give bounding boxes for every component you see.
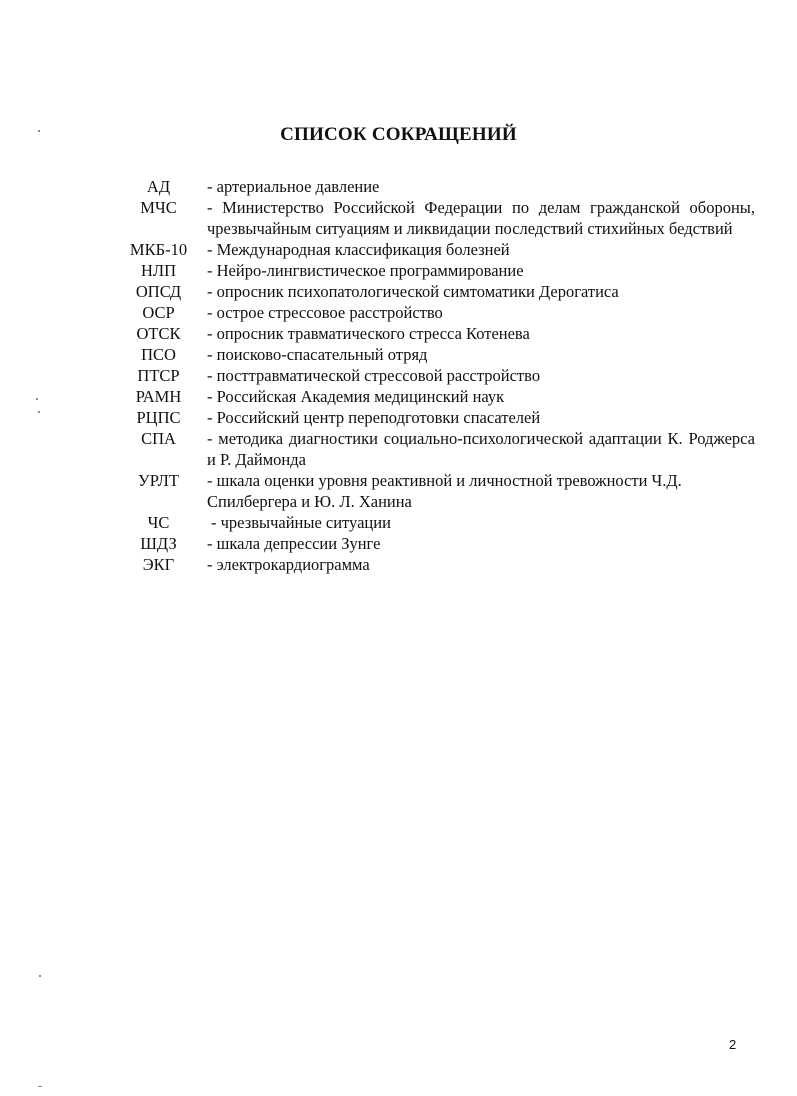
scan-speck <box>38 130 40 132</box>
abbreviation: СПА <box>141 429 176 448</box>
definition: - опросник психопатологической симтоматики Дерогатиса <box>207 282 619 301</box>
list-item <box>110 512 755 533</box>
definition: - шкала оценки уровня реактивной и личностной тревожности Ч.Д. Спилбергера и Ю. Л. Ханина <box>207 471 682 511</box>
scan-speck <box>39 975 41 977</box>
definition: - опросник травматического стресса Котенева <box>207 324 530 343</box>
abbreviation: ПСО <box>141 345 176 364</box>
definition: - шкала депрессии Зунге <box>207 534 381 553</box>
list-item <box>110 323 755 344</box>
abbreviation: ОТСК <box>136 324 181 343</box>
list-item <box>110 281 755 302</box>
list-item <box>110 407 755 428</box>
definition: - посттравматической стрессовой расстройство <box>207 366 541 385</box>
abbreviation: РЦПС <box>136 408 181 427</box>
definition: - Нейро-лингвистическое программирование <box>207 261 524 280</box>
scan-speck <box>38 1086 42 1087</box>
list-item <box>110 533 755 554</box>
abbreviation: УРЛТ <box>138 471 179 490</box>
abbreviation: ШДЗ <box>140 534 177 553</box>
definition: - острое стрессовое расстройство <box>207 303 443 322</box>
definition: - Министерство Российской Федерации по делам гражданской обороны, чрезвычайным ситуациям и ликвидации последствий стихийных бедствий <box>207 198 755 238</box>
abbreviation: ОПСД <box>135 282 182 301</box>
abbreviation: НЛП <box>140 261 177 280</box>
definition: - электрокардиограмма <box>207 555 370 574</box>
list-item <box>110 344 755 365</box>
list-item <box>110 386 755 407</box>
definition: - Российская Академия медицинский наук <box>207 387 505 406</box>
page-number: 2 <box>729 1037 737 1052</box>
page-title: СПИСОК СОКРАЩЕНИЙ <box>280 124 517 145</box>
list-item <box>110 260 755 281</box>
scan-speck <box>38 411 40 413</box>
abbreviation: РАМН <box>135 387 182 406</box>
definition: - Российский центр переподготовки спасателей <box>207 408 541 427</box>
definition: - поисково-спасательный отряд <box>207 345 428 364</box>
scan-speck <box>36 398 38 400</box>
list-item <box>110 176 755 197</box>
abbreviation: ЭКГ <box>142 555 175 574</box>
definition: - Международная классификация болезней <box>207 240 510 259</box>
abbreviation: ПТСР <box>137 366 180 385</box>
abbreviation-list <box>110 176 755 575</box>
abbreviation: МЧС <box>140 198 177 217</box>
definition: - артериальное давление <box>207 177 380 196</box>
list-item <box>110 428 755 470</box>
abbreviation: ЧС <box>147 513 170 532</box>
abbreviation: АД <box>146 177 171 196</box>
definition: - чрезвычайные ситуации <box>211 513 391 532</box>
list-item <box>110 470 755 512</box>
abbreviation: ОСР <box>142 303 175 322</box>
list-item <box>110 554 755 575</box>
list-item <box>110 302 755 323</box>
list-item <box>110 365 755 386</box>
abbreviation: МКБ-10 <box>129 240 188 259</box>
list-item <box>110 239 755 260</box>
list-item <box>110 197 755 239</box>
definition: - методика диагностики социально-психологической адаптации К. Роджерса и Р. Даймонда <box>207 429 755 469</box>
